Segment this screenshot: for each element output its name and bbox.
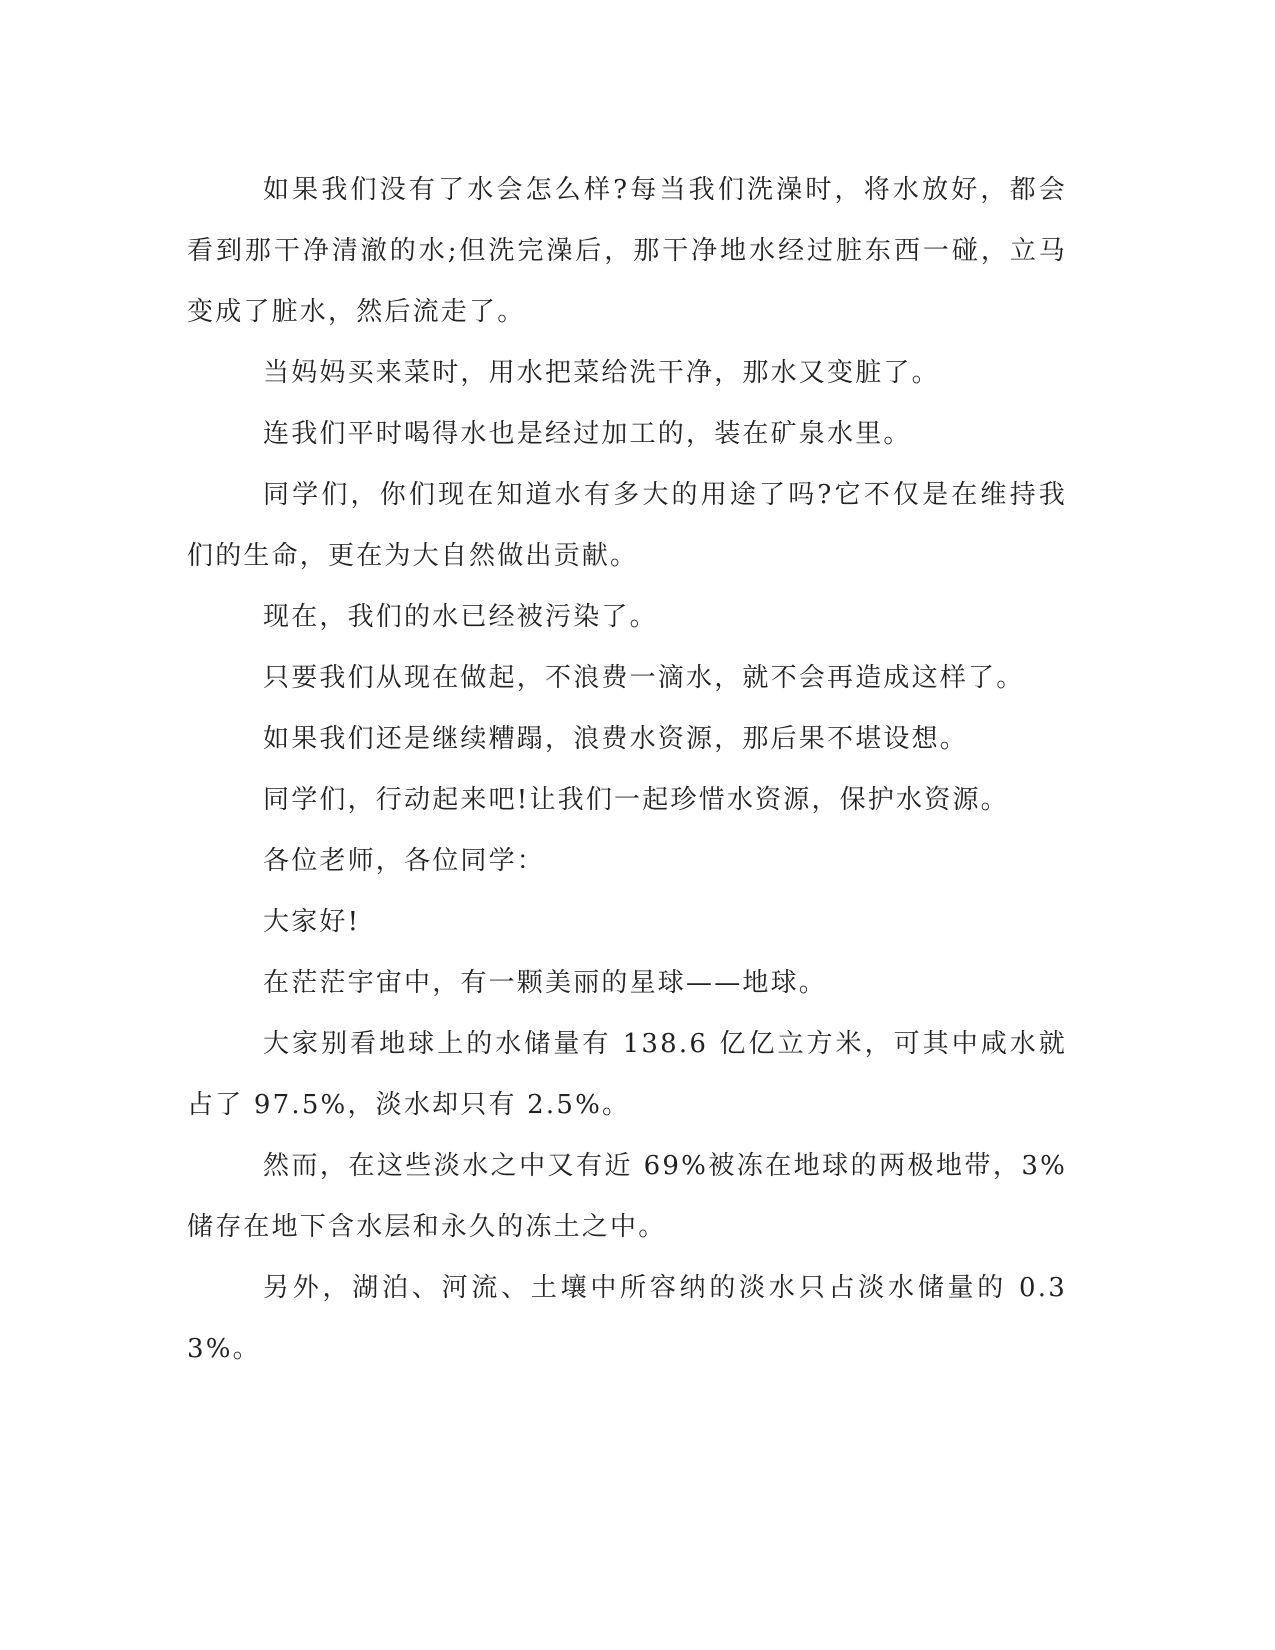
paragraph-7: 如果我们还是继续糟蹋，浪费水资源，那后果不堪设想。 xyxy=(263,724,969,754)
paragraph-14: 另外，湖泊、河流、土壤中所容纳的淡水只占淡水储量的 0.33%。 xyxy=(187,1273,1067,1364)
paragraph-1: 如果我们没有了水会怎么样?每当我们洗澡时，将水放好，都会看到那干净清澈的水;但洗完澡后，那干净地水经过脏东西一碰，立马变成了脏水，然后流走了。 xyxy=(187,175,1067,327)
paragraph-2: 当妈妈买来菜时，用水把菜给洗干净，那水又变脏了。 xyxy=(263,358,940,388)
paragraph-11: 在茫茫宇宙中，有一颗美丽的星球——地球。 xyxy=(263,968,828,998)
paragraph-12: 大家别看地球上的水储量有 138.6 亿亿立方米，可其中咸水就占了 97.5%，淡水却只有 2.5%。 xyxy=(187,1029,1067,1120)
paragraph-9: 各位老师，各位同学： xyxy=(263,846,546,876)
paragraph-3: 连我们平时喝得水也是经过加工的，装在矿泉水里。 xyxy=(263,419,912,449)
paragraph-8: 同学们，行动起来吧!让我们一起珍惜水资源，保护水资源。 xyxy=(263,785,1009,815)
document-body xyxy=(187,160,1067,1380)
paragraph-5: 现在，我们的水已经被污染了。 xyxy=(263,602,658,632)
paragraph-10: 大家好! xyxy=(263,907,361,937)
paragraph-6: 只要我们从现在做起，不浪费一滴水，就不会再造成这样了。 xyxy=(263,663,1025,693)
paragraph-4: 同学们，你们现在知道水有多大的用途了吗?它不仅是在维持我们的生命，更在为大自然做出贡献。 xyxy=(187,480,1067,571)
paragraph-13: 然而，在这些淡水之中又有近 69%被冻在地球的两极地带，3%储存在地下含水层和永久的冻土之中。 xyxy=(187,1151,1067,1242)
